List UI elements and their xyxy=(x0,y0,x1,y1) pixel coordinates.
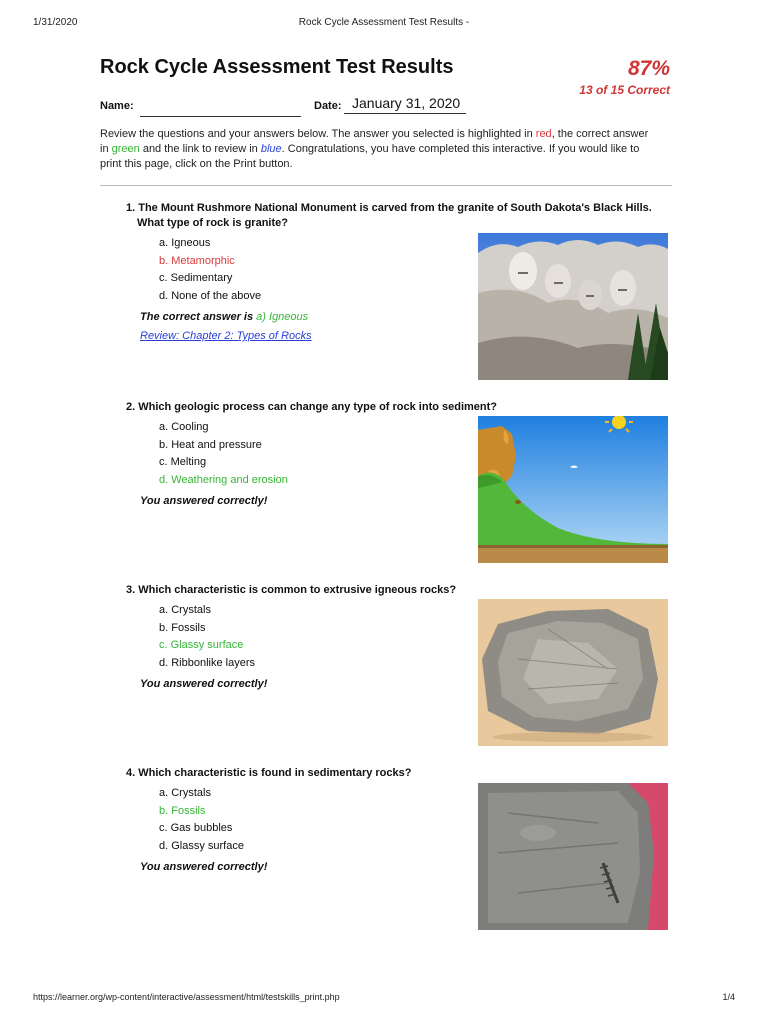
feedback: You answered correctly! xyxy=(140,495,268,507)
score-summary: 13 of 15 Correct xyxy=(579,83,670,97)
answer-option: a. Igneous xyxy=(159,237,211,249)
answer-option-correct: c. Glassy surface xyxy=(159,639,244,651)
correct-answer: a) Igneous xyxy=(256,311,309,323)
question-text: 2. Which geologic process can change any type of rock into sediment? xyxy=(126,401,498,413)
name-label: Name: xyxy=(100,100,134,112)
page-url: https://learner.org/wp-content/interactive/assessment/html/testskills_print.php xyxy=(33,992,340,1002)
cliff-illustration-image xyxy=(478,416,668,563)
answer-option: d. None of the above xyxy=(159,289,262,302)
instructions-text: , the correct answer in xyxy=(100,128,649,155)
answer-option: c. Melting xyxy=(159,456,207,468)
answer-option-correct: b. Fossils xyxy=(159,804,206,817)
review-link[interactable]: Review: Chapter 2: Types of Rocks xyxy=(140,330,312,342)
page-title: Rock Cycle Assessment Test Results xyxy=(100,56,454,78)
print-date: 1/31/2020 xyxy=(33,17,78,28)
feedback: You answered correctly! xyxy=(140,678,268,690)
answer-option: a. Cooling xyxy=(159,421,209,433)
mount-rushmore-image xyxy=(478,233,668,380)
answer-option: c. Sedimentary xyxy=(159,272,233,284)
score-box xyxy=(579,58,670,97)
page-number: 1/4 xyxy=(722,992,735,1002)
date-label: Date: xyxy=(314,100,342,112)
score-percent: 87% xyxy=(627,57,670,80)
answer-option-selected-wrong: b. Metamorphic xyxy=(159,254,235,267)
instructions-text: Review the questions and your answers below. The answer you selected is highlighted in xyxy=(100,128,536,140)
print-page-title: Rock Cycle Assessment Test Results - xyxy=(298,17,470,28)
answer-option: b. Heat and pressure xyxy=(159,438,262,451)
instructions xyxy=(100,127,655,172)
date-value: January 31, 2020 xyxy=(344,95,466,114)
feedback-text: The correct answer is xyxy=(140,311,257,323)
fossil-rock-image xyxy=(478,783,668,930)
name-date-row xyxy=(100,95,480,117)
answer-option: a. Crystals xyxy=(159,604,211,616)
question-text: 1. The Mount Rushmore National Monument is carved from the granite of South Dakota's Black Hills. What type of rock is granite? xyxy=(126,202,652,229)
red-legend: red xyxy=(535,128,552,140)
answer-option: a. Crystals xyxy=(159,787,211,799)
green-legend: green xyxy=(111,143,140,155)
question-text: 3. Which characteristic is common to extrusive igneous rocks? xyxy=(126,584,457,596)
name-field[interactable] xyxy=(140,116,301,117)
gray-rock-image xyxy=(478,599,668,746)
blue-legend: blue xyxy=(260,143,282,155)
answer-option: b. Fossils xyxy=(159,621,206,634)
question-text: 4. Which characteristic is found in sedimentary rocks? xyxy=(126,767,412,779)
divider xyxy=(100,185,672,186)
answer-option-correct: d. Weathering and erosion xyxy=(159,473,288,486)
answer-option: d. Glassy surface xyxy=(159,839,244,852)
instructions-text: . Congratulations, you have completed this interactive. If you would like to print this page, click on the Print button. xyxy=(100,143,640,170)
instructions-text: and the link to review in xyxy=(139,143,261,155)
feedback: You answered correctly! xyxy=(140,861,268,873)
answer-option: c. Gas bubbles xyxy=(159,822,233,834)
answer-option: d. Ribbonlike layers xyxy=(159,656,255,669)
